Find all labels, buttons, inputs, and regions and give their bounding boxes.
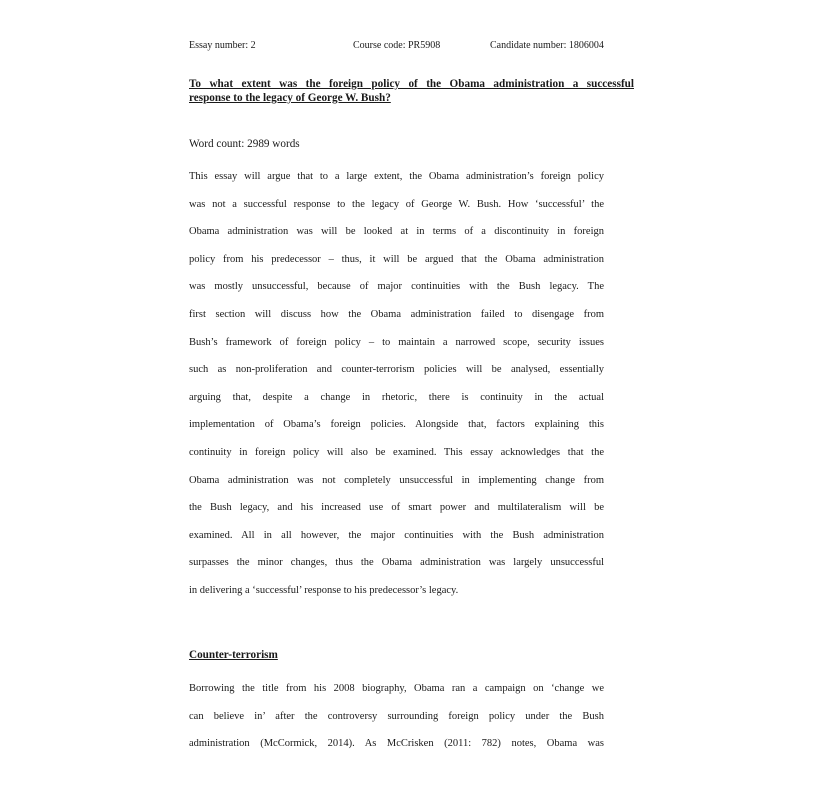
word-count: Word count: 2989 words (189, 138, 300, 150)
paragraph-line: Bush’s framework of foreign policy – to maintain a narrowed scope, security issues (189, 336, 604, 348)
paragraph-line: was mostly unsuccessful, because of major continuities with the Bush legacy. The (189, 281, 604, 293)
intro-paragraph (189, 163, 604, 605)
counter-terrorism-paragraph (189, 675, 604, 758)
paragraph-line: administration (McCormick, 2014). As McCrisken (2011: 782) notes, Obama was (189, 738, 604, 750)
paragraph-line: can believe in’ after the controversy surrounding foreign policy under the Bush (189, 710, 604, 722)
paragraph-line: in delivering a ‘successful’ response to his predecessor’s legacy. (189, 584, 459, 596)
page-header (189, 39, 619, 53)
section-heading: Counter-terrorism (189, 649, 278, 661)
paragraph-line: surpasses the minor changes, thus the Obama administration was largely unsuccessful (189, 557, 604, 569)
paragraph-line: such as non-proliferation and counter-terrorism policies will be analysed, essentially (189, 364, 604, 376)
essay-title-line: response to the legacy of George W. Bush? (189, 92, 391, 104)
essay-title (189, 77, 634, 105)
paragraph-line: the Bush legacy, and his increased use of smart power and multilateralism will be (189, 502, 604, 514)
candidate-number: Candidate number: 1806004 (490, 40, 604, 51)
paragraph-line: continuity in foreign policy will also be examined. This essay acknowledges that the (189, 446, 604, 458)
paragraph-line: policy from his predecessor – thus, it will be argued that the Obama administration (189, 253, 604, 265)
paragraph-line: first section will discuss how the Obama administration failed to disengage from (189, 308, 604, 320)
paragraph-line: was not a successful response to the legacy of George W. Bush. How ‘successful’ the (189, 198, 604, 210)
paragraph-line: Borrowing the title from his 2008 biography, Obama ran a campaign on ‘change we (189, 683, 604, 694)
paragraph-line: examined. All in all however, the major continuities with the Bush administration (189, 529, 604, 541)
essay-number: Essay number: 2 (189, 40, 256, 51)
paragraph-line: Obama administration was not completely unsuccessful in implementing change from (189, 474, 604, 486)
paragraph-line: implementation of Obama’s foreign policies. Alongside that, factors explaining this (189, 419, 604, 431)
paragraph-line: This essay will argue that to a large extent, the Obama administration’s foreign policy (189, 171, 604, 182)
paragraph-line: arguing that, despite a change in rhetoric, there is continuity in the actual (189, 391, 604, 403)
paragraph-line: Obama administration was will be looked at in terms of a discontinuity in foreign (189, 226, 604, 238)
course-code: Course code: PR5908 (353, 40, 441, 51)
essay-title-line: To what extent was the foreign policy of the Obama administration a successful (189, 78, 634, 90)
